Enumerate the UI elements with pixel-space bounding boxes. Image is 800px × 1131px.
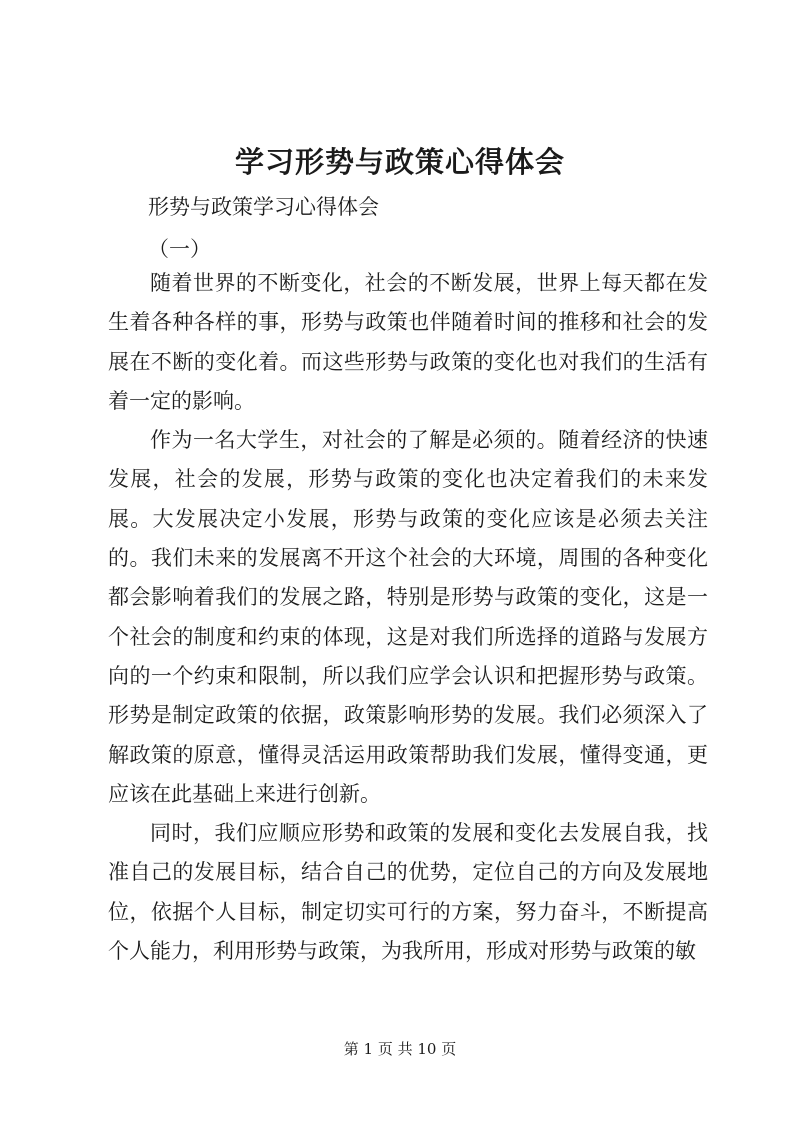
paragraph: 随着世界的不断变化，社会的不断发展，世界上每天都在发生着各种各样的事，形势与政策也伴随着时间的推移和社会的发展在不断的变化着。而这些形势与政策的变化也对我们的生活有着一定的影响。 [108,271,708,413]
page-title: 学习形势与政策心得体会 [234,145,565,179]
body-text [108,264,708,971]
page-number-footer: 第 1 页 共 10 页 [343,1040,457,1058]
paragraph: 同时，我们应顺应形势和政策的发展和变化去发展自我，找准自己的发展目标，结合自己的优势，定位自己的方向及发展地位，依据个人目标，制定切实可行的方案，努力奋斗，不断提高个人能力，利用形势与政策，为我所用，形成对形势与政策的敏 [108,821,708,964]
section-number: （一） [148,237,211,261]
document-subtitle: 形势与政策学习心得体会 [148,195,379,219]
paragraph: 作为一名大学生，对社会的了解是必须的。随着经济的快速发展，社会的发展，形势与政策的变化也决定着我们的未来发展。大发展决定小发展，形势与政策的变化应该是必须去关注的。我们未来的发展离不开这个社会的大环境，周围的各种变化都会影响着我们的发展之路，特别是形势与政策的变化，这是一个社会的制度和约束的体现，这是对我们所选择的道路与发展方向的一个约束和限制，所以我们应学会认识和把握形势与政策。形势是制定政策的依据，政策影响形势的发展。我们必须深入了解政策的原意，懂得灵活运用政策帮助我们发展，懂得变通，更应该在此基础上来进行创新。 [108,428,708,806]
